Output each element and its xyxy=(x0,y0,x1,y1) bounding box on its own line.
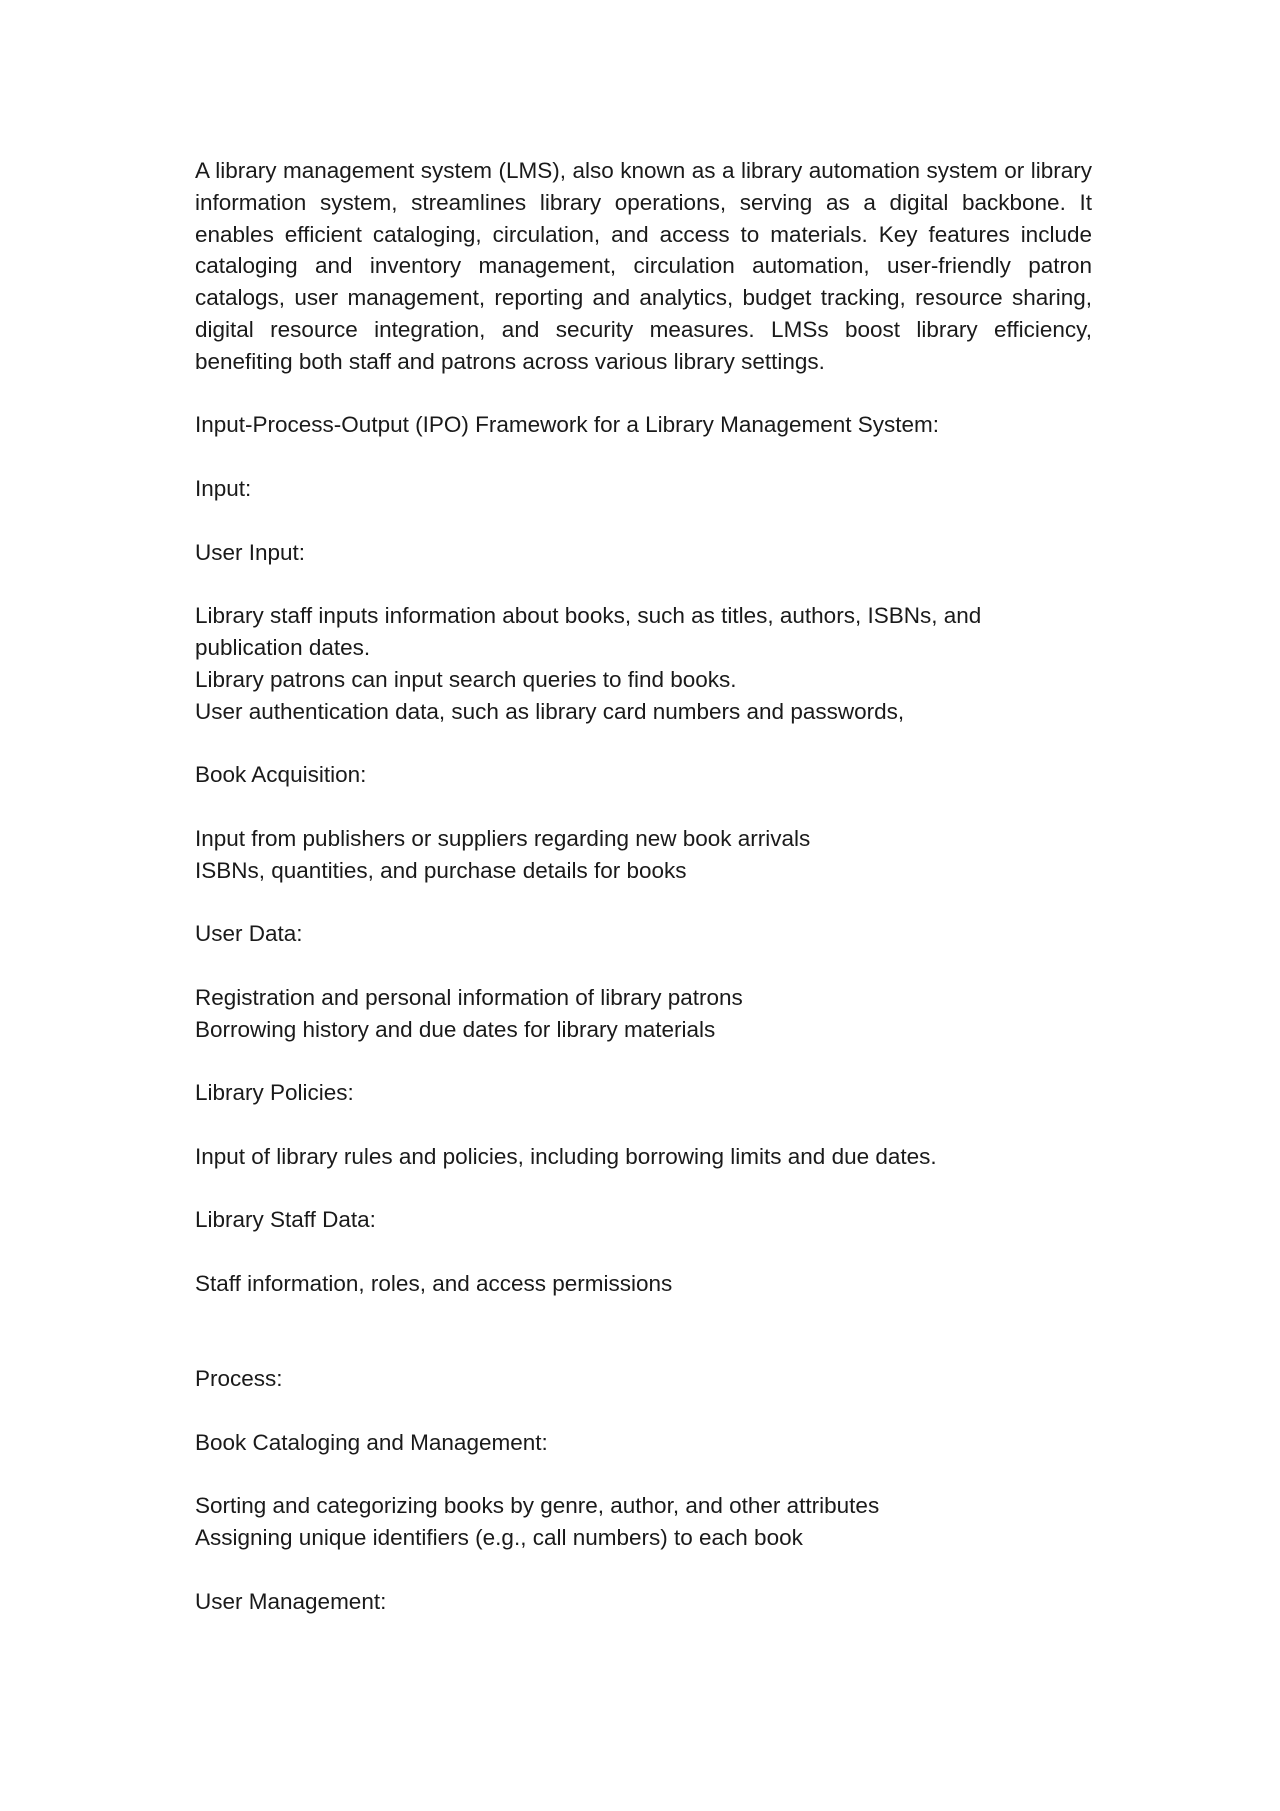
library-policies-lines xyxy=(195,1141,1092,1173)
user-data-lines xyxy=(195,982,1092,1046)
user-input-line: Library patrons can input search queries to find books. xyxy=(195,666,737,692)
intro-paragraph: A library management system (LMS), also known as a library automation system or library information system, streamlines library operations, serving as a digital backbone. It enables efficient cataloging, circulation, and access to materials. Key features include cataloging and inventory management, circulation automation, user-friendly patron catalogs, user management, reporting and analytics, budget tracking, resource sharing, digital resource integration, and security measures. LMSs boost library efficiency, benefiting both staff and patrons across various library settings. xyxy=(195,158,1092,374)
spacer xyxy=(195,1395,1092,1427)
spacer xyxy=(195,791,1092,823)
library-staff-data-lines xyxy=(195,1268,1092,1300)
spacer xyxy=(195,1173,1092,1205)
user-input-line: Library staff inputs information about books, such as titles, authors, ISBNs, and publication dates. xyxy=(195,603,982,660)
user-input-lines xyxy=(195,600,1092,727)
user-management-heading: User Management: xyxy=(195,1588,387,1614)
user-input-heading: User Input: xyxy=(195,539,306,565)
library-policies-line: Input of library rules and policies, including borrowing limits and due dates. xyxy=(195,1143,937,1169)
user-data-line: Borrowing history and due dates for library materials xyxy=(195,1016,716,1042)
spacer xyxy=(195,1300,1092,1364)
book-acquisition-line: Input from publishers or suppliers regarding new book arrivals xyxy=(195,825,811,851)
library-policies-heading: Library Policies: xyxy=(195,1080,354,1106)
spacer xyxy=(195,1045,1092,1077)
book-acquisition-line: ISBNs, quantities, and purchase details for books xyxy=(195,857,687,883)
user-data-heading: User Data: xyxy=(195,921,303,947)
spacer xyxy=(195,886,1092,918)
spacer xyxy=(195,727,1092,759)
spacer xyxy=(195,441,1092,473)
user-data-line: Registration and personal information of library patrons xyxy=(195,984,743,1010)
spacer xyxy=(195,1236,1092,1268)
spacer xyxy=(195,1109,1092,1141)
document-page xyxy=(195,155,1092,1618)
spacer xyxy=(195,505,1092,537)
spacer xyxy=(195,950,1092,982)
book-acquisition-lines xyxy=(195,823,1092,887)
spacer xyxy=(195,378,1092,410)
book-cataloging-line: Sorting and categorizing books by genre, author, and other attributes xyxy=(195,1493,880,1519)
library-staff-data-line: Staff information, roles, and access permissions xyxy=(195,1270,673,1296)
user-input-line: User authentication data, such as library card numbers and passwords, xyxy=(195,698,905,724)
process-heading: Process: xyxy=(195,1366,283,1392)
input-heading: Input: xyxy=(195,475,252,501)
spacer xyxy=(195,1459,1092,1491)
book-acquisition-heading: Book Acquisition: xyxy=(195,762,367,788)
book-cataloging-line: Assigning unique identifiers (e.g., call numbers) to each book xyxy=(195,1525,803,1551)
framework-title: Input-Process-Output (IPO) Framework for a Library Management System: xyxy=(195,412,940,438)
spacer xyxy=(195,1554,1092,1586)
book-cataloging-lines xyxy=(195,1490,1092,1554)
library-staff-data-heading: Library Staff Data: xyxy=(195,1207,376,1233)
spacer xyxy=(195,568,1092,600)
book-cataloging-heading: Book Cataloging and Management: xyxy=(195,1429,548,1455)
